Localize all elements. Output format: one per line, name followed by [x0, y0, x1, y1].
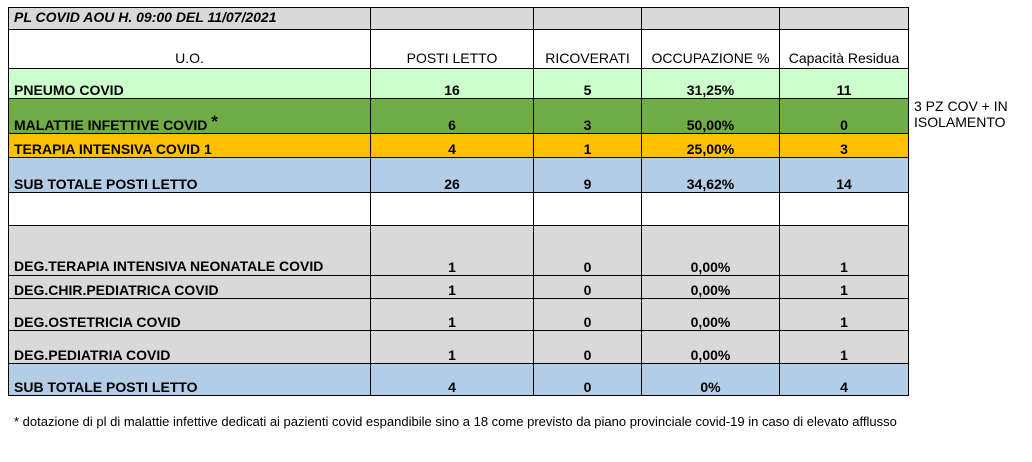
row-name: DEG.PEDIATRIA COVID — [9, 331, 371, 364]
header-occupazione: OCCUPAZIONE % — [642, 30, 780, 69]
occupazione-cell: 0,00% — [642, 226, 780, 276]
occupazione-cell: 34,62% — [642, 158, 780, 193]
posti-cell: 4 — [371, 134, 534, 158]
capacita-cell: 11 — [780, 69, 909, 99]
ricoverati-cell: 1 — [534, 134, 642, 158]
row-name: DEG.OSTETRICIA COVID — [9, 299, 371, 331]
row-name: DEG.TERAPIA INTENSIVA NEONATALE COVID — [9, 226, 371, 276]
posti-cell: 26 — [371, 158, 534, 193]
posti-cell: 1 — [371, 226, 534, 276]
capacita-cell: 14 — [780, 158, 909, 193]
occupazione-cell: 0,00% — [642, 331, 780, 364]
header-capacita: Capacità Residua — [780, 30, 909, 69]
occupazione-cell: 0,00% — [642, 299, 780, 331]
capacita-cell: 0 — [780, 99, 909, 134]
header-posti-letto: POSTI LETTO — [371, 30, 534, 69]
capacita-cell: 1 — [780, 331, 909, 364]
occupazione-cell: 25,00% — [642, 134, 780, 158]
ricoverati-cell: 0 — [534, 331, 642, 364]
title-row — [9, 8, 909, 30]
spacer-row — [9, 193, 909, 226]
row-name: DEG.CHIR.PEDIATRICA COVID — [9, 276, 371, 299]
posti-cell: 1 — [371, 331, 534, 364]
occupazione-cell: 50,00% — [642, 99, 780, 134]
beds-table — [8, 7, 909, 396]
header-row — [9, 30, 909, 69]
subtotal-row — [9, 158, 909, 193]
table-row — [9, 134, 909, 158]
ricoverati-cell: 5 — [534, 69, 642, 99]
posti-cell: 6 — [371, 99, 534, 134]
row-name: MALATTIE INFETTIVE COVID * — [9, 99, 371, 134]
table-row — [9, 226, 909, 276]
posti-cell: 1 — [371, 276, 534, 299]
occupazione-cell: 0,00% — [642, 276, 780, 299]
row-name: TERAPIA INTENSIVA COVID 1 — [9, 134, 371, 158]
subtotal-row — [9, 364, 909, 396]
posti-cell: 4 — [371, 364, 534, 396]
row-name: SUB TOTALE POSTI LETTO — [9, 364, 371, 396]
occupazione-cell: 31,25% — [642, 69, 780, 99]
row-name: SUB TOTALE POSTI LETTO — [9, 158, 371, 193]
capacita-cell: 3 — [780, 134, 909, 158]
row-name: PNEUMO COVID — [9, 69, 371, 99]
table-row — [9, 69, 909, 99]
table-row — [9, 276, 909, 299]
ricoverati-cell: 3 — [534, 99, 642, 134]
side-note: 3 PZ COV + IN ISOLAMENTO — [914, 98, 1008, 130]
ricoverati-cell: 0 — [534, 299, 642, 331]
capacita-cell: 1 — [780, 226, 909, 276]
footnote: * dotazione di pl di malattie infettive dedicati ai pazienti covid espandibile sino a 18 come previsto da piano provinciale covid-19 in caso di elevato afflusso — [14, 414, 897, 429]
posti-cell: 16 — [371, 69, 534, 99]
capacita-cell: 4 — [780, 364, 909, 396]
capacita-cell: 1 — [780, 299, 909, 331]
ricoverati-cell: 0 — [534, 276, 642, 299]
ricoverati-cell: 0 — [534, 364, 642, 396]
table-row — [9, 99, 909, 134]
table-title: PL COVID AOU H. 09:00 DEL 11/07/2021 — [9, 8, 371, 30]
asterisk-marker: * — [211, 112, 218, 131]
header-uo: U.O. — [9, 30, 371, 69]
table-row — [9, 331, 909, 364]
posti-cell: 1 — [371, 299, 534, 331]
capacita-cell: 1 — [780, 276, 909, 299]
header-ricoverati: RICOVERATI — [534, 30, 642, 69]
ricoverati-cell: 0 — [534, 226, 642, 276]
table-row — [9, 299, 909, 331]
occupazione-cell: 0% — [642, 364, 780, 396]
ricoverati-cell: 9 — [534, 158, 642, 193]
